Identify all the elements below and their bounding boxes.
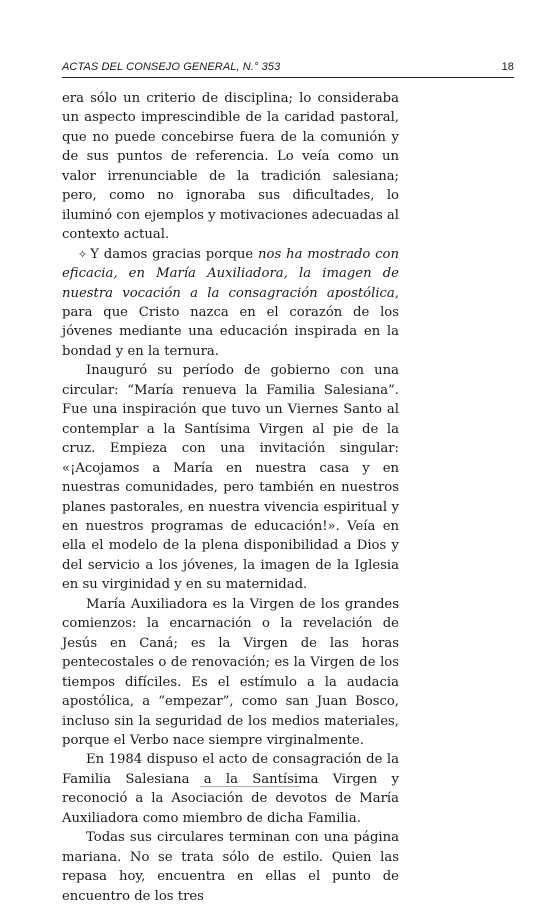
- header-title: ACTAS DEL CONSEJO GENERAL, N.° 353: [62, 61, 281, 73]
- body-text: [62, 89, 399, 906]
- running-header: [62, 61, 514, 77]
- footer-rule: [200, 786, 300, 787]
- paragraph-2-italic: nos ha mostrado con eficacia, en María Auxiliadora, la imagen de nuestra vocación a la consagración apostólica,: [62, 246, 399, 301]
- paragraph-3: Inauguró su período de gobierno con una circular: “María renueva la Familia Salesiana”. Fue una inspiración que tuvo un Viernes Santo al contemplar a la Santísima Virgen al pie de la cruz. Empieza con una invitación singular: «¡Acojamos a María en nuestra casa y en nuestras comunidades, pero también en nuestros planes pastorales, en nuestra vivencia espiritual y en nuestros programas de educación!». Veía en ella el modelo de la plena disponibilidad a Dios y del servicio a los jóvenes, la imagen de la Iglesia en su virginidad y en su maternidad.: [62, 363, 399, 593]
- paragraph-1: era sólo un criterio de disciplina; lo consideraba un aspecto imprescindible de la caridad pastoral, que no puede concebirse fuera de la comunión y de sus puntos de referencia. Lo veía como un valor irrenunciable de la tradición salesiana; pero, como no ignoraba sus dificultades, lo iluminó con ejemplos y motivaciones adecuadas al contexto actual.: [62, 91, 399, 243]
- page-number: 18: [501, 61, 514, 73]
- paragraph-2: [62, 245, 399, 362]
- paragraph-4: María Auxiliadora es la Virgen de los grandes comienzos: la encarnación o la revelación de Jesús en Caná; es la Virgen de las horas pentecostales o de renovación; es la Virgen de los tiempos difíciles. Es el estímulo a la audacia apostólica, a “empezar”, como san Juan Bosco, incluso sin la seguridad de los medios materiales, porque el Verbo nace siempre virginalmente.: [62, 596, 399, 748]
- paragraph-2-lead: Y damos gracias porque: [90, 246, 259, 262]
- paragraph-5: En 1984 dispuso el acto de consagración de la Familia Salesiana a la Santísima Virgen y reconoció a la Asociación de devotos de María Auxiliadora como miembro de dicha Familia.: [62, 752, 399, 826]
- paragraph-6: Todas sus circulares terminan con una página mariana. No se trata sólo de estilo. Quien las repasa hoy, encuentra en ellas el punto de encuentro de los tres: [62, 830, 399, 904]
- paragraph-2-tail: para que Cristo nazca en el corazón de los jóvenes mediante una educación inspirada en la bondad y en la ternura.: [62, 304, 399, 359]
- diamond-bullet-icon: ✧: [78, 247, 88, 261]
- header-rule: [62, 77, 514, 78]
